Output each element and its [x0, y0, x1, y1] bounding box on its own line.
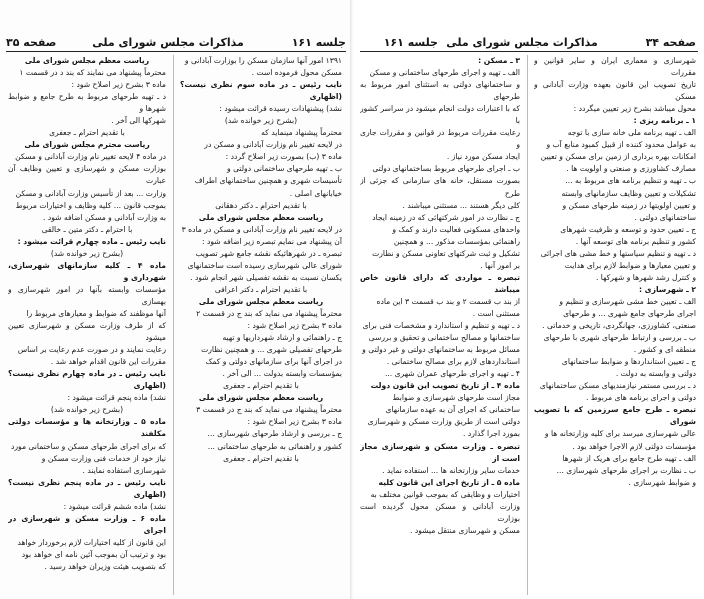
- text-line: ۳ ـ مسکن :: [478, 56, 520, 65]
- text-line: و کنترل رشد شهرها و شهرکها .: [595, 272, 696, 282]
- text-line: ریاست معظم مجلس شورای ملی: [198, 393, 324, 403]
- text-line: آن پیشنهاد می نمایم تبصره زیر اضافه شود :: [202, 236, 342, 246]
- right-column-inner: [360, 55, 520, 595]
- text-line: وزارت ... بعد از تأسیس وزارت آبادانی و مسکن: [15, 188, 166, 198]
- text-line: مجاز است طرحهای شهرسازی و ضوابط: [392, 393, 520, 403]
- article-line: ماده ۴ ـ کلیه سازمانهای شهرسازی، شهرداری و: [8, 260, 166, 282]
- text-line: تاریخ تصویب این قانون بعهده وزارت آبادانی و مسکن: [534, 80, 696, 102]
- text-line: نشد) ماده ششم قرائت میشود :: [63, 501, 166, 511]
- signature-line: با تقدیم احترام ـ جعفری: [223, 453, 299, 463]
- text-line: ماده ۳ بشرح زیر اصلاح شود :: [247, 417, 342, 427]
- signature-line: با تقدیم احترام ـ دکتر دهقانی: [215, 200, 307, 210]
- text-line: بموجب قانون ... کلیه وظایف و اختیارات مربوط: [15, 200, 166, 210]
- text-line: از بند ب قسمت ۲ و بند ب قسمت ۳ این ماده: [376, 296, 520, 306]
- text-line: شهرسازی استفاده نمایند .: [82, 465, 166, 475]
- text-line: که برای اجرای طرحهای مسکن و ساختمانی مورد: [10, 441, 166, 451]
- article-line: ماده ۴ ـ از تاریخ تصویب این قانون دولت: [370, 381, 520, 391]
- text-line: محترماً پیشنهاد می نماید که بند ج در قسمت ۳: [196, 405, 342, 415]
- text-line: ب ـ تهیه طرحهای ساختمانی دولتی و: [227, 164, 342, 174]
- text-line: تأسیسات شهری و همچنین ساختمانهای اطراف: [194, 176, 342, 186]
- text-line: اجرای طرحهای جامع شهری ... و طرحهای: [563, 308, 696, 318]
- text-line: طرحهای تفصیلی شهری ... و همچنین نظارت: [201, 345, 342, 355]
- title-text: مذاکرات مجلس شورای ملی: [446, 35, 598, 49]
- text-line: و تعیین معیارها و ضوابط لازم برای هدایت: [564, 260, 696, 270]
- text-line: د ـ تهیه و تنظیم سیاستها و خط مشی های اجرائی: [540, 248, 696, 258]
- text-line: رعایت نمایند و در صورت عدم رعایت بر اساس: [17, 345, 166, 355]
- text-line: این قانون از کلیه اختیارات لازم برخوردار خواهد: [17, 537, 166, 547]
- text-line: ماده ۳ بشرح زیر اصلاح شود :: [71, 80, 166, 90]
- text-line: د ـ تهیه و تنظیم و استاندارد و مشخصات فنی برای: [362, 321, 520, 331]
- column-divider: [173, 55, 174, 595]
- text-line: عالی شهرسازی میرسد برای کلیه وزارتخانه ها و: [544, 429, 696, 439]
- text-line: (بشرح زیر خوانده شد): [224, 116, 298, 126]
- text-line: ب ـ تهیه و تنظیم برنامه های مربوط به ...: [565, 176, 696, 186]
- text-line: ساختمانها و مصالح ساختمانی و تحقیق و بررسی: [368, 333, 520, 343]
- right-page-title: [446, 33, 598, 51]
- article-line: ماده ۵ ـ از تاریخ اجرای این قانون کلیه: [378, 477, 520, 487]
- speaker-line: نایب رئیس ـ در ماده پنجم نظری نیست؟ (اظهاری: [8, 477, 166, 499]
- text-line: (بشرح زیر خوانده شد): [50, 405, 124, 415]
- text-line: رعایت مقررات مربوط در قوانین و مقررات جاری و: [360, 128, 520, 150]
- text-line: ریاست معظم مجلس شورای ملی: [24, 56, 150, 65]
- text-line: در اجرای آنها برای سازمانهای دولتی و کمک: [205, 357, 342, 367]
- text-line: ریاست معظم مجلس شورای ملی: [198, 212, 324, 222]
- text-line: به عوامل محدود کننده از قبیل کمبود منابع آب و: [546, 140, 696, 150]
- text-line: دولتی و وابسته به دولت .: [615, 369, 696, 379]
- text-line: در لایحه تغییر نام وزارت آبادانی و مسکن در: [204, 140, 342, 150]
- text-line: و تعیین اولویتها در زمینه طرحهای مسکن و: [562, 200, 696, 210]
- text-line: مسائل مربوط به ساختمانهای دولتی و غیر دولتی و: [362, 345, 520, 355]
- text-line: ریاست محترم مجلس شورای ملی: [24, 140, 150, 150]
- text-line: که بتصویب هیئت وزیران خواهد رسید .: [44, 561, 166, 571]
- left-page-session: [262, 33, 346, 51]
- text-line: ماده ۳ بشرح زیر اصلاح شود :: [247, 321, 342, 331]
- text-line: ۴ ـ تهیه و اجرای طرحهای عمران شهری ...: [384, 369, 520, 379]
- text-line: آنها موظفند که ضوابط و معیارهای مربوط را: [26, 308, 166, 318]
- text-line: به وزارت آبادانی و مسکن اضافه شود .: [43, 212, 166, 222]
- text-line: شهرسازی و معماری ایران و سایر قوانین و مقررات: [534, 56, 696, 78]
- text-line: کشور و تنظیم برنامه های توسعه آنها .: [575, 236, 696, 246]
- text-line: و ساختمانهای دولتی به استثنای امور مربوط به طرحهای: [360, 80, 520, 102]
- text-line: راهنمائی بمؤسسات مذکور ... و همچنین: [393, 236, 520, 246]
- column-divider: [527, 55, 528, 595]
- text-line: کشور و راهنمائی به طرحهای ساختمانی ...: [207, 441, 342, 451]
- article-line: ماده ۶ ـ وزارت مسکن و شهرسازی در اجرای: [8, 513, 166, 535]
- text-line: ب ـ بررسی و ارتباط طرحهای شهری با طرحهای: [543, 333, 696, 343]
- signature-line: با تقدیم احترام ـ جعفری: [223, 381, 299, 391]
- text-line: ریاست معظم مجلس شورای ملی: [198, 296, 324, 306]
- text-line: شورای عالی شهرسازی رسیده است ساختمانهای: [187, 260, 342, 270]
- text-line: منطقه ای و کشور .: [633, 345, 696, 355]
- text-line: مسکن محول فرموده است .: [251, 68, 342, 78]
- text-line: نیاز خود از خدمات فنی وزارت مسکن و: [41, 453, 166, 463]
- text-line: وزارت آبادانی و مسکن محول گردیده است بوزارت: [360, 501, 520, 523]
- signature-line: با تقدیم احترام ـ جعفری: [49, 128, 125, 138]
- header-rule: [6, 51, 346, 52]
- text-line: د ـ بررسی مستمر نیازمندیهای مسکن ساختمانهای: [539, 381, 696, 391]
- text-line: تشکیلات و تعیین وظایف سازمانهای وابسته: [561, 188, 696, 198]
- section-line: ۱ ـ برنامه ریزی :: [633, 116, 696, 126]
- text-line: الف ـ تهیه برنامه ملی خانه سازی با توجه: [567, 128, 696, 138]
- text-line: ج ـ تعیین حدود و توسعه و ظرفیت شهرهای: [560, 224, 696, 234]
- speaker-line: نایب رئیس ـ ماده چهارم قرائت میشود :: [17, 236, 166, 246]
- text-line: ۱۳۹۱ امور آنها سازمان مسکن را بوزارت آبادانی و: [184, 56, 342, 65]
- text-line: ب ـ اجرای طرحهای مربوط بساختمانهای دولتی: [372, 164, 520, 174]
- text-line: محترماً پیشنهاد می نماید که بند ج در قسمت ۲: [196, 308, 342, 318]
- text-line: تبصره ـ در شهرهائیکه نقشه جامع شهر تصویب: [195, 248, 342, 258]
- text-line: محترماً پیشنهاد می نمایند که بند د در قسمت ۱: [19, 68, 166, 78]
- text-line: در لایحه تغییر نام وزارت آبادانی و مسکن در ماده ۳: [181, 224, 342, 234]
- left-column-inner: [180, 55, 342, 595]
- right-page-number: [610, 33, 696, 51]
- article-line: ماده ۵ ـ وزارتخانه ها و مؤسسات دولتی مکلفند: [8, 417, 166, 439]
- speaker-line: نایب رئیس ـ در ماده چهارم نظری نیست؟ (اظهاری: [8, 369, 166, 391]
- session-label: جلسه ۱۶۱: [383, 35, 438, 49]
- text-line: ج ـ راهنمائی و ارشاد شهرداریها و تهیه: [222, 333, 342, 343]
- text-line: و ضوابط شهرسازی .: [628, 477, 696, 487]
- text-line: ساختمانهای دولتی .: [634, 212, 696, 222]
- text-line: ماده ۳ (ب) بصورت زیر اصلاح گردد :: [225, 152, 342, 162]
- text-line: امکانات بهره برداری از زمین برای مسکن و تعیین: [540, 152, 696, 162]
- text-line: بر امور آنها .: [480, 260, 520, 270]
- note-line: تبصره ـ وزارت مسکن و شهرسازی مجاز است از: [360, 441, 520, 463]
- text-line: نشد) ماده پنجم قرائت میشود :: [67, 393, 166, 403]
- right-page-session: [360, 33, 438, 51]
- signature-line: با تقدیم احترام ـ دکتر اعرافی: [214, 284, 308, 294]
- speaker-line: نایب رئیس ـ در ماده سوم نظری نیست؟ (اظهاری: [180, 80, 342, 102]
- text-line: محول میباشد بشرح زیر تعیین میگردد :: [573, 104, 696, 114]
- text-line: ب ـ نظارت بر اجرای طرحهای شهرسازی ...: [556, 465, 696, 475]
- note-line: تبصره ـ مواردی که دارای قانون خاص میباشد: [360, 272, 520, 294]
- text-line: مسکن و شهرسازی منتقل میشود .: [410, 525, 520, 535]
- text-line: بصورت مستقل، خانه های سازمانی که جزئی از طرح: [360, 176, 520, 198]
- text-line: بمؤسسات وابسته بدولت ... الی آخر .: [222, 369, 342, 379]
- right-column-outer: [534, 55, 696, 595]
- text-line: که از طرف وزارت مسکن و شهرسازی تعیین میشود: [8, 321, 166, 343]
- text-line: د ـ تهیه طرحهای مربوط به طرح جامع و ضوابط شهرها و: [8, 92, 166, 114]
- text-line: (بشرح زیر خوانده شد): [50, 248, 124, 258]
- text-line: بمورد اجرا گذارد .: [463, 429, 520, 439]
- text-line: ج ـ نظارت در امور شرکتهائی که در زمینه ایجاد: [372, 212, 520, 222]
- text-line: شهرکها الی آخر .: [111, 116, 166, 126]
- text-line: که با اعتبارات دولت انجام میشود در سراسر کشور با: [360, 104, 520, 126]
- left-column-outer: [8, 55, 166, 595]
- text-line: ج ـ تعیین استانداردها و ضوابط ساختمانهای: [561, 357, 696, 367]
- header-rule: [360, 51, 698, 52]
- text-line: ایجاد مسکن مورد نیاز .: [446, 152, 520, 162]
- text-line: مؤسسات وابسته بآنها در امور شهرسازی و بهسازی: [8, 284, 166, 306]
- note-line: تبصره ـ طرح جامع سرزمین که با تصویب شورای: [534, 405, 696, 427]
- text-line: صنعتی، کشاورزی، جهانگردی، تاریخی و خدماتی .: [542, 321, 696, 331]
- text-line: استانداردهای لازم برای مصالح ساختمانی .: [386, 357, 520, 367]
- signature-line: با احترام ـ دکتر متین ـ خالقی: [41, 224, 133, 234]
- left-page-title: [92, 33, 244, 51]
- text-line: یکسان نسبت به نقشه تفصیلی شهر انجام شود .: [190, 272, 342, 282]
- text-line: مصارف کشاورزی و صنعتی و اولویت ها .: [566, 164, 696, 174]
- text-line: الف ـ تهیه و اجرای طرحهای ساختمانی و مسکن: [369, 68, 520, 78]
- text-line: اختیارات و وظایفی که بموجب قوانین مختلف به: [370, 489, 520, 499]
- text-line: محترماً پیشنهاد مینماید که: [261, 128, 342, 138]
- text-line: در ماده ۴ لایحه تغییر نام وزارت آبادانی و مسکن: [15, 152, 166, 162]
- text-line: خیابانهای اصلی .: [289, 188, 342, 198]
- text-line: ساختمانی که اجرای آن به عهده سازمانهای: [385, 405, 520, 415]
- left-page-number: [6, 33, 98, 51]
- text-line: مستثنی است .: [472, 308, 520, 318]
- text-line: خدمات سایر وزارتخانه ها ... استفاده نماید .: [382, 465, 520, 475]
- right-page: [354, 0, 704, 599]
- page-label: صفحه ۳۴: [645, 35, 696, 49]
- text-line: واحدهای مسکونی فعالیت دارند و کمک و: [392, 224, 520, 234]
- text-line: الف ـ تعیین خط مشی شهرسازی و تنظیم و: [559, 296, 696, 306]
- text-line: الف ـ تهیه طرح جامع برای هریک از شهرها: [562, 453, 696, 463]
- text-line: تشکیل و ثبت شرکتهای تعاونی مسکن و نظارت: [372, 248, 520, 258]
- text-line: بوزارت مسکن و شهرسازی و تعیین وظایف آن عبارت: [8, 164, 166, 186]
- text-line: ج ـ بررسی و ارشاد طرحهای شهرسازی ...: [207, 429, 342, 439]
- page-label: صفحه ۳۵: [6, 35, 57, 49]
- text-line: کلی دیگر هستند ... مستثنی میباشند .: [402, 200, 520, 210]
- session-label: جلسه ۱۶۱: [291, 35, 346, 49]
- title-text: مذاکرات مجلس شورای ملی: [92, 35, 244, 49]
- text-line: مقررات این قانون اقدام خواهد شد .: [50, 357, 166, 367]
- text-line: مؤسسات دولتی لازم الاجرا خواهد بود .: [572, 441, 696, 451]
- text-line: دولتی است از طریق وزارت مسکن و شهرسازی: [367, 417, 520, 427]
- text-line: بود و ترتیب آن بموجب آئین نامه ای خواهد بود: [21, 549, 166, 559]
- text-line: نشد) پیشنهادات رسیده قرائت میشود :: [219, 104, 342, 114]
- text-line: دولتی و اجرای برنامه های مربوط .: [585, 393, 696, 403]
- section-line: ۲ ـ شهرسازی :: [638, 284, 696, 294]
